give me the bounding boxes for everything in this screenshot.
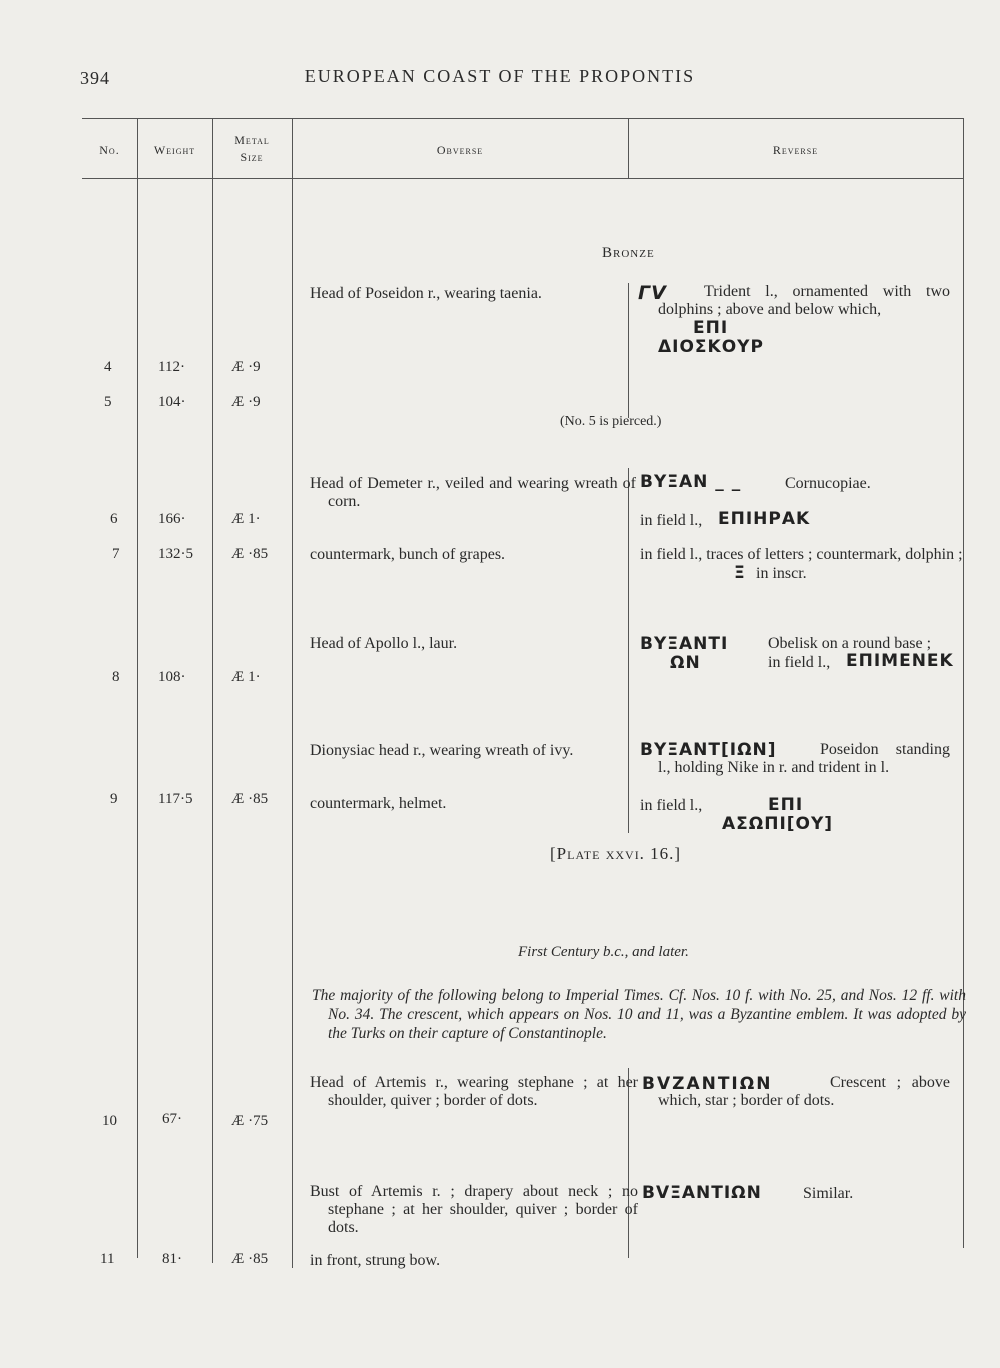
weight-6: 166· — [158, 511, 186, 527]
intro-paragraph: The majority of the following belong to Imperial Times. Cf. Nos. 10 f. with No. 25, and Nos. 12 ff. with No. 34. The crescent, which appears on Nos. 10 and 11, was a Byzantine emblem. It was adopted by the Turks on their capture of Constantinople. — [312, 987, 966, 1042]
page-number: 394 — [80, 68, 110, 88]
plate-reference: [Plate xxvi. 16.] — [550, 844, 682, 863]
obverse-4-5: Head of Poseidon r., wearing taenia. — [310, 285, 542, 302]
inscription-byzan: ΒΥΞΑΝ _ _ — [640, 472, 742, 492]
inscription-epi-9: ΕΠΙ — [768, 795, 804, 815]
obverse-9-countermark: countermark, helmet. — [310, 795, 447, 812]
entry-no-11: 11 — [100, 1251, 115, 1267]
reverse-rule-b — [628, 468, 629, 833]
inscription-byzantion-10: ΒVΖΑΝΤΙΩΝ — [642, 1074, 773, 1094]
reverse-9: Poseidon standing l., holding Nike in r. and trident in l. — [658, 741, 950, 776]
entry-no-4: 4 — [104, 359, 112, 375]
obverse-8: Head of Apollo l., laur. — [310, 635, 458, 652]
reverse-6: Cornucopiae. — [785, 475, 871, 492]
weight-10: 67· — [162, 1111, 182, 1127]
inscription-epi: ΕΠΙ — [693, 318, 729, 338]
entry-no-10: 10 — [102, 1113, 117, 1129]
inscription-epiherak: ΕΠΙΗΡΑΚ — [718, 509, 811, 529]
metal-7: Æ ·85 — [231, 546, 269, 562]
field-label-8: in field l., — [768, 654, 831, 671]
header-obverse: Obverse — [436, 143, 484, 157]
metal-6: Æ 1· — [231, 511, 261, 527]
entry-no-7: 7 — [112, 546, 120, 562]
reverse-10: Crescent ; above which, star ; border of dots. — [658, 1074, 950, 1109]
running-head: EUROPEAN COAST OF THE PROPONTIS — [304, 66, 696, 86]
metal-10: Æ ·75 — [231, 1113, 269, 1129]
inscription-dioskour: ΔΙΟΣΚΟΥΡ — [658, 337, 764, 357]
entry-no-9: 9 — [110, 791, 118, 807]
inscription-epimenek: ΕΠΙΜΕΝΕΚ — [846, 651, 954, 671]
century-heading: First Century b.c., and later. — [518, 944, 689, 960]
entry-no-5: 5 — [104, 394, 112, 410]
inscription-byzantion-11: ΒVΞΑΝΤΙΩΝ — [642, 1183, 762, 1203]
inscription-on: ΩΝ — [670, 653, 701, 673]
reverse-8: Obelisk on a round base ; — [768, 635, 932, 652]
inscription-asopiou: ΑΣΩΠΙ[ΟΥ] — [722, 814, 834, 834]
column-rule-right — [963, 118, 964, 1248]
header-size: Size — [240, 150, 264, 164]
header-reverse: Reverse — [772, 143, 819, 157]
obverse-11: Bust of Artemis r. ; drapery about neck ; no stephane ; at her shoulder, quiver ; border of dots. — [310, 1183, 638, 1236]
inscription-xi: Ξ — [734, 563, 746, 583]
monogram: ΓV — [638, 282, 667, 304]
column-rule-metal — [292, 118, 293, 1268]
reverse-11: Similar. — [803, 1185, 854, 1202]
note-pierced: (No. 5 is pierced.) — [560, 414, 662, 429]
entry-no-6: 6 — [110, 511, 118, 527]
reverse-rule-a — [628, 283, 629, 418]
entry-no-8: 8 — [112, 669, 120, 685]
weight-5: 104· — [158, 394, 186, 410]
obverse-9: Dionysiac head r., wearing wreath of ivy. — [310, 742, 574, 759]
metal-5: Æ ·9 — [231, 394, 261, 410]
header-no: No. — [99, 143, 120, 157]
inscription-byzant-ion: ΒΥΞΑΝΤ[ΙΩΝ] — [640, 740, 777, 760]
metal-4: Æ ·9 — [231, 359, 261, 375]
weight-9: 117·5 — [158, 791, 193, 807]
field-label-9: in field l., — [640, 797, 703, 814]
weight-8: 108· — [158, 669, 186, 685]
column-rule-weight — [212, 118, 213, 1263]
reverse-7: in field l., traces of letters ; countermark, dolphin ; — [640, 546, 963, 563]
reverse-4-5: Trident l., ornamented with two dolphins ; above and below which, — [658, 283, 950, 318]
metal-8: Æ 1· — [231, 669, 261, 685]
weight-4: 112· — [158, 359, 185, 375]
obverse-6: Head of Demeter r., veiled and wearing wreath of corn. — [310, 475, 636, 510]
weight-7: 132·5 — [158, 546, 193, 562]
header-metal: Metal — [234, 133, 270, 147]
reverse-7-tail: in inscr. — [756, 565, 807, 582]
metal-9: Æ ·85 — [231, 791, 269, 807]
metal-11: Æ ·85 — [231, 1251, 269, 1267]
field-label-6: in field l., — [640, 512, 703, 529]
table-top-rule — [82, 118, 964, 119]
weight-11: 81· — [162, 1251, 182, 1267]
section-heading-bronze: Bronze — [602, 245, 655, 261]
obverse-10: Head of Artemis r., wearing stephane ; at her shoulder, quiver ; border of dots. — [310, 1074, 638, 1109]
inscription-byzanti: ΒΥΞΑΝΤΙ — [640, 634, 729, 654]
header-weight: Weight — [153, 143, 196, 157]
table-header-rule — [82, 178, 964, 179]
column-rule-no — [137, 118, 138, 1258]
obverse-7: countermark, bunch of grapes. — [310, 546, 506, 563]
obverse-11-bow: in front, strung bow. — [310, 1252, 441, 1269]
